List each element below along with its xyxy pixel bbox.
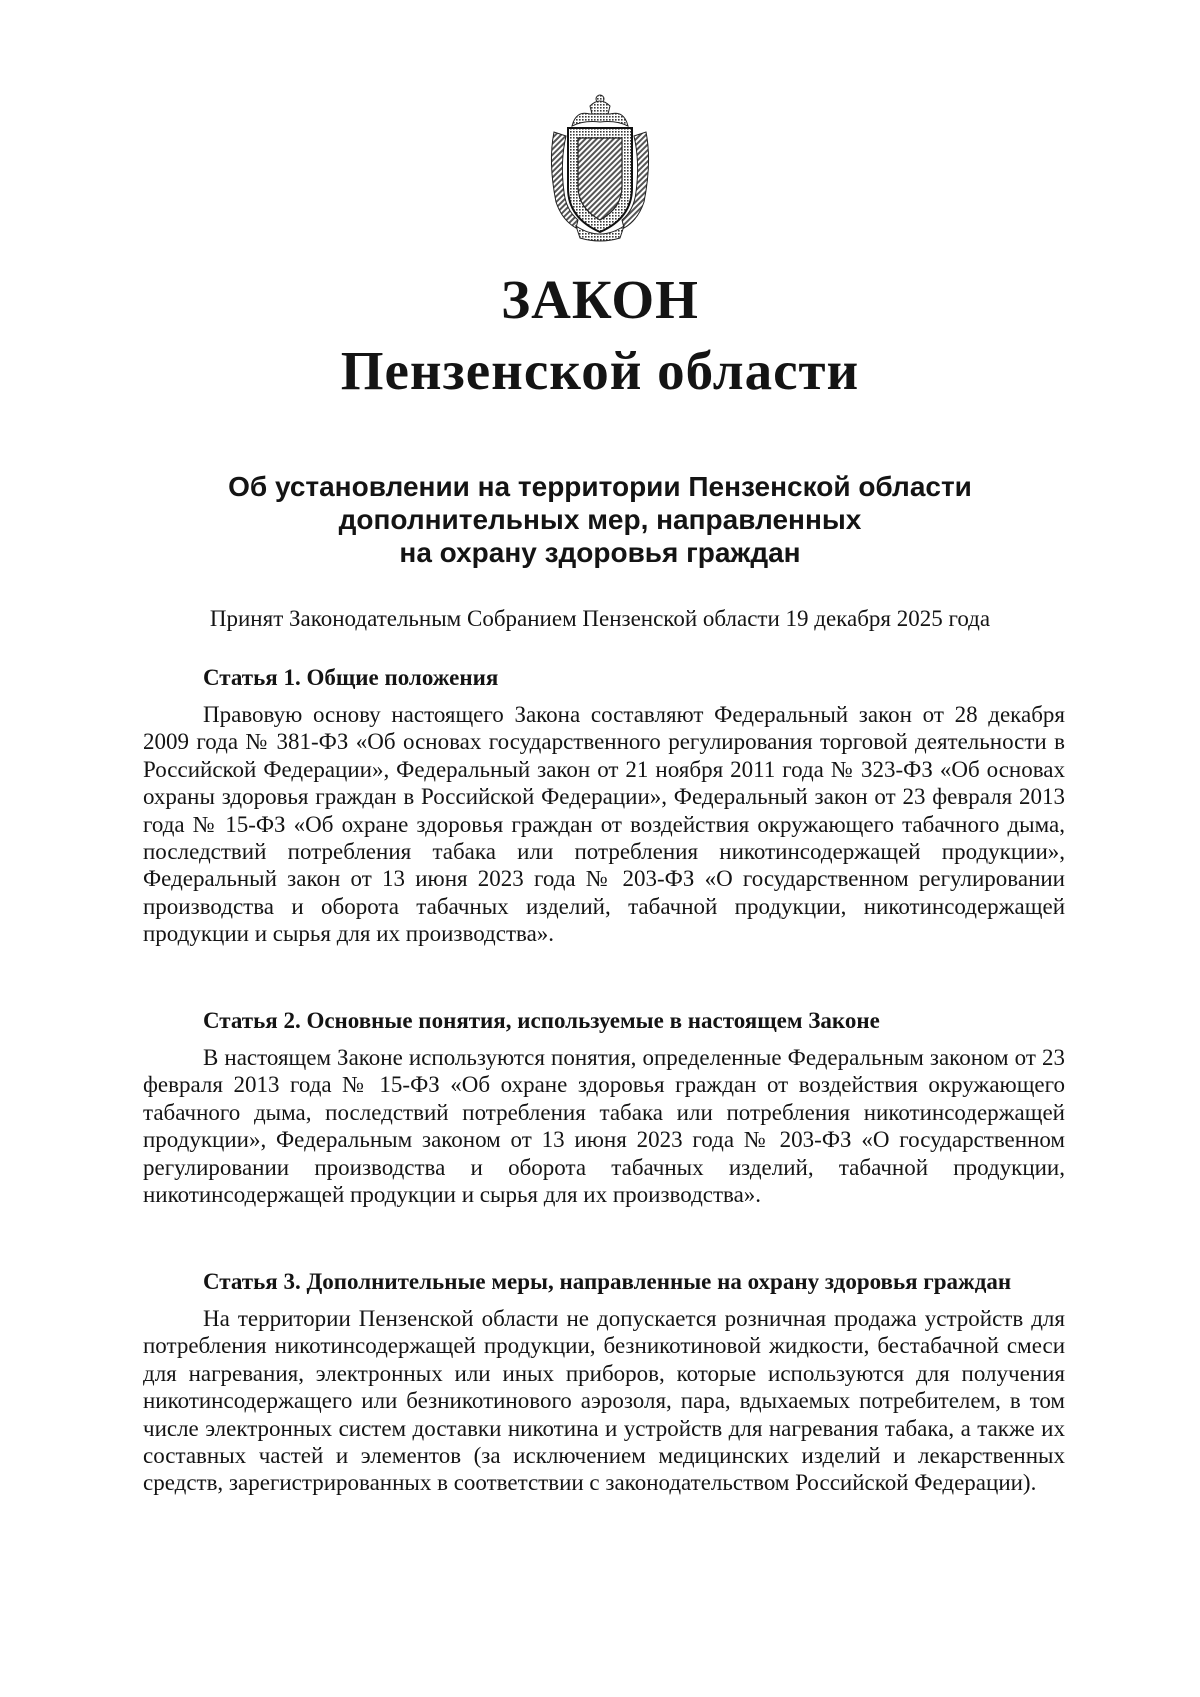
region-title: Пензенской области <box>340 340 860 401</box>
law-title: ЗАКОН <box>501 269 699 330</box>
article-3-text: На территории Пензенской области не допускается розничная продажа устройств для потребления никотинсодержащей продукции, безникотиновой жидкости, бестабачной смеси для нагревания, электронных или иных приборов, которые используются для получения никотинсодержащего или безникотинового аэрозоля, пара, вдыхаемых потребителем, в том числе электронных систем доставки никотина и устройств для нагревания табака, а также их составных частей и элементов (за исключением медицинских изделий и лекарственных средств, зарегистрированных в соответствии с законодательством Российской Федерации). <box>143 1306 1065 1496</box>
subject-line: дополнительных мер, направленных <box>338 504 862 535</box>
subject-line: на охрану здоровья граждан <box>399 537 801 568</box>
law-subject <box>0 470 1200 569</box>
article-3-heading: Статья 3. Дополнительные меры, направленные на охрану здоровья граждан <box>203 1269 1012 1294</box>
coat-of-arms-icon <box>546 92 654 242</box>
article-1-text: Правовую основу настоящего Закона составляют Федеральный закон от 28 декабря 2009 года № 381-ФЗ «Об основах государственного регулирования торговой деятельности в Российской Федерации», Федеральный закон от 21 ноября 2011 года № 323-ФЗ «Об основах охраны здоровья граждан в Российской Федерации», Федеральный закон от 23 февраля 2013 года № 15-ФЗ «Об охране здоровья граждан от воздействия окружающего табачного дыма, последствий потребления табака или потребления никотинсодержащей продукции», Федеральный закон от 13 июня 2023 года № 203-ФЗ «О государственном регулировании производства и оборота табачных изделий, табачной продукции, никотинсодержащей продукции и сырья для их производства». <box>143 702 1065 947</box>
adoption-line: Принят Законодательным Собранием Пензенской области 19 декабря 2025 года <box>209 606 991 631</box>
article-2-text: В настоящем Законе используются понятия, определенные Федеральным законом от 23 февраля 2013 года № 15-ФЗ «Об охране здоровья граждан от воздействия окружающего табачного дыма, последствий потребления табака или потребления никотинсодержащей продукции», Федеральным законом от 13 июня 2023 года № 203-ФЗ «О государственном регулировании производства и оборота табачных изделий, табачной продукции, никотинсодержащей продукции и сырья для их производства». <box>143 1045 1065 1208</box>
subject-line: Об установлении на территории Пензенской области <box>228 471 972 502</box>
article-1-heading: Статья 1. Общие положения <box>203 665 499 690</box>
article-2-heading: Статья 2. Основные понятия, используемые в настоящем Законе <box>203 1008 880 1033</box>
